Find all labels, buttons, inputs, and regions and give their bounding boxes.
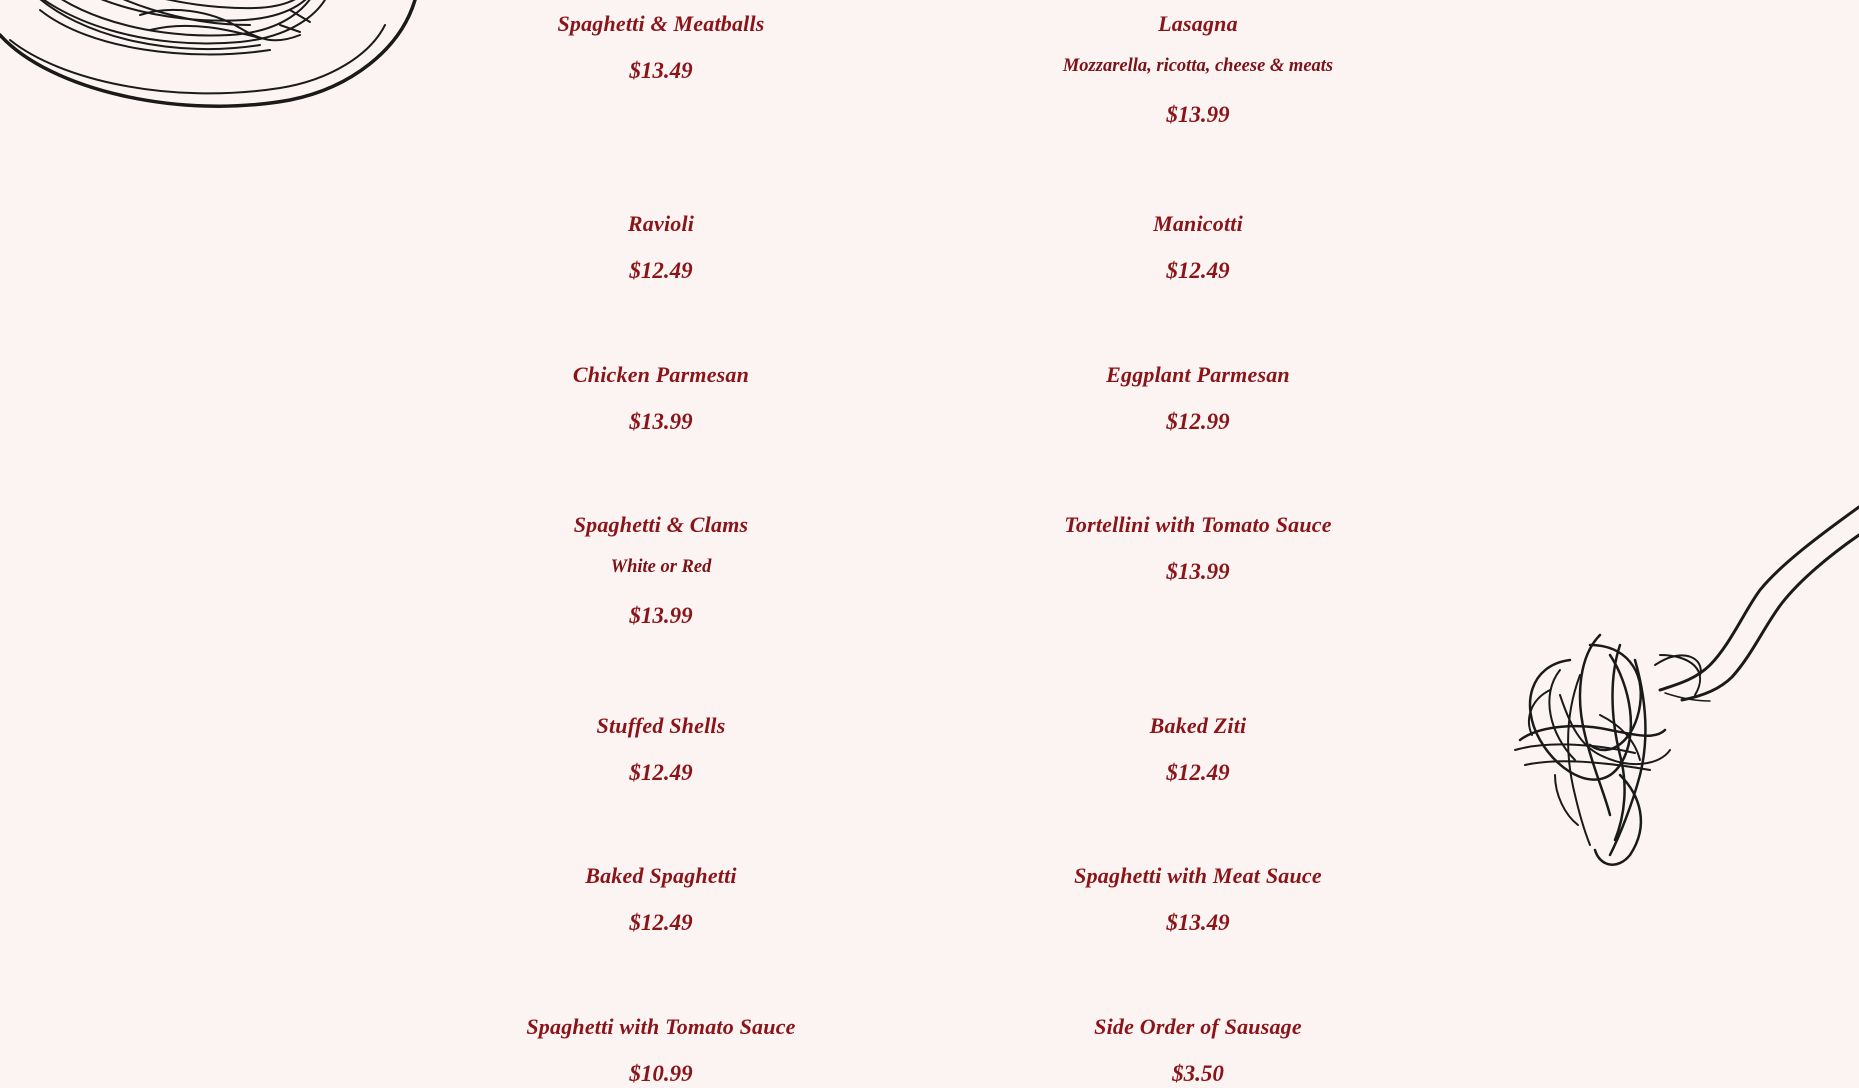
item-name: Spaghetti with Meat Sauce [1074, 863, 1322, 888]
menu-item-spaghetti-meat-sauce [938, 863, 1458, 936]
menu-item-tortellini-tomato-sauce [938, 512, 1458, 585]
menu-item-baked-spaghetti [401, 863, 921, 936]
item-name: Manicotti [1153, 211, 1243, 236]
item-name: Spaghetti with Tomato Sauce [526, 1014, 796, 1039]
menu-item-spaghetti-meatballs [401, 11, 921, 84]
menu-item-lasagna [938, 11, 1458, 128]
item-price: $12.99 [1166, 409, 1230, 434]
item-price: $13.99 [629, 409, 693, 434]
menu-item-ravioli [401, 211, 921, 284]
item-price: $12.49 [629, 760, 693, 785]
item-price: $12.49 [1166, 258, 1230, 283]
spaghetti-fork-illustration [1460, 495, 1859, 890]
item-description: White or Red [610, 557, 712, 577]
menu-item-manicotti [938, 211, 1458, 284]
item-name: Chicken Parmesan [572, 362, 750, 387]
item-price: $12.49 [629, 258, 693, 283]
item-price: $13.99 [629, 603, 693, 628]
item-name: Lasagna [1158, 11, 1238, 36]
item-name: Stuffed Shells [596, 713, 726, 738]
item-name: Eggplant Parmesan [1106, 362, 1290, 387]
menu-item-spaghetti-clams [401, 512, 921, 629]
pasta-plate-illustration [0, 0, 430, 125]
item-description: Mozzarella, ricotta, cheese & meats [1062, 56, 1334, 76]
menu-item-spaghetti-tomato-sauce [401, 1014, 921, 1087]
menu-item-baked-ziti [938, 713, 1458, 786]
item-price: $13.49 [629, 58, 693, 83]
item-name: Spaghetti & Clams [573, 512, 749, 537]
menu-item-side-sausage [938, 1014, 1458, 1087]
menu-item-eggplant-parmesan [938, 362, 1458, 435]
item-name: Ravioli [627, 211, 695, 236]
item-price: $12.49 [629, 910, 693, 935]
menu-item-stuffed-shells [401, 713, 921, 786]
item-price: $10.99 [629, 1061, 693, 1086]
item-name: Baked Spaghetti [585, 863, 737, 888]
item-name: Tortellini with Tomato Sauce [1064, 512, 1332, 537]
item-price: $13.99 [1166, 559, 1230, 584]
menu-item-chicken-parmesan [401, 362, 921, 435]
item-name: Spaghetti & Meatballs [557, 11, 765, 36]
item-name: Side Order of Sausage [1094, 1014, 1302, 1039]
item-price: $3.50 [1172, 1061, 1224, 1086]
item-price: $12.49 [1166, 760, 1230, 785]
item-name: Baked Ziti [1149, 713, 1247, 738]
item-price: $13.99 [1166, 102, 1230, 127]
item-price: $13.49 [1166, 910, 1230, 935]
